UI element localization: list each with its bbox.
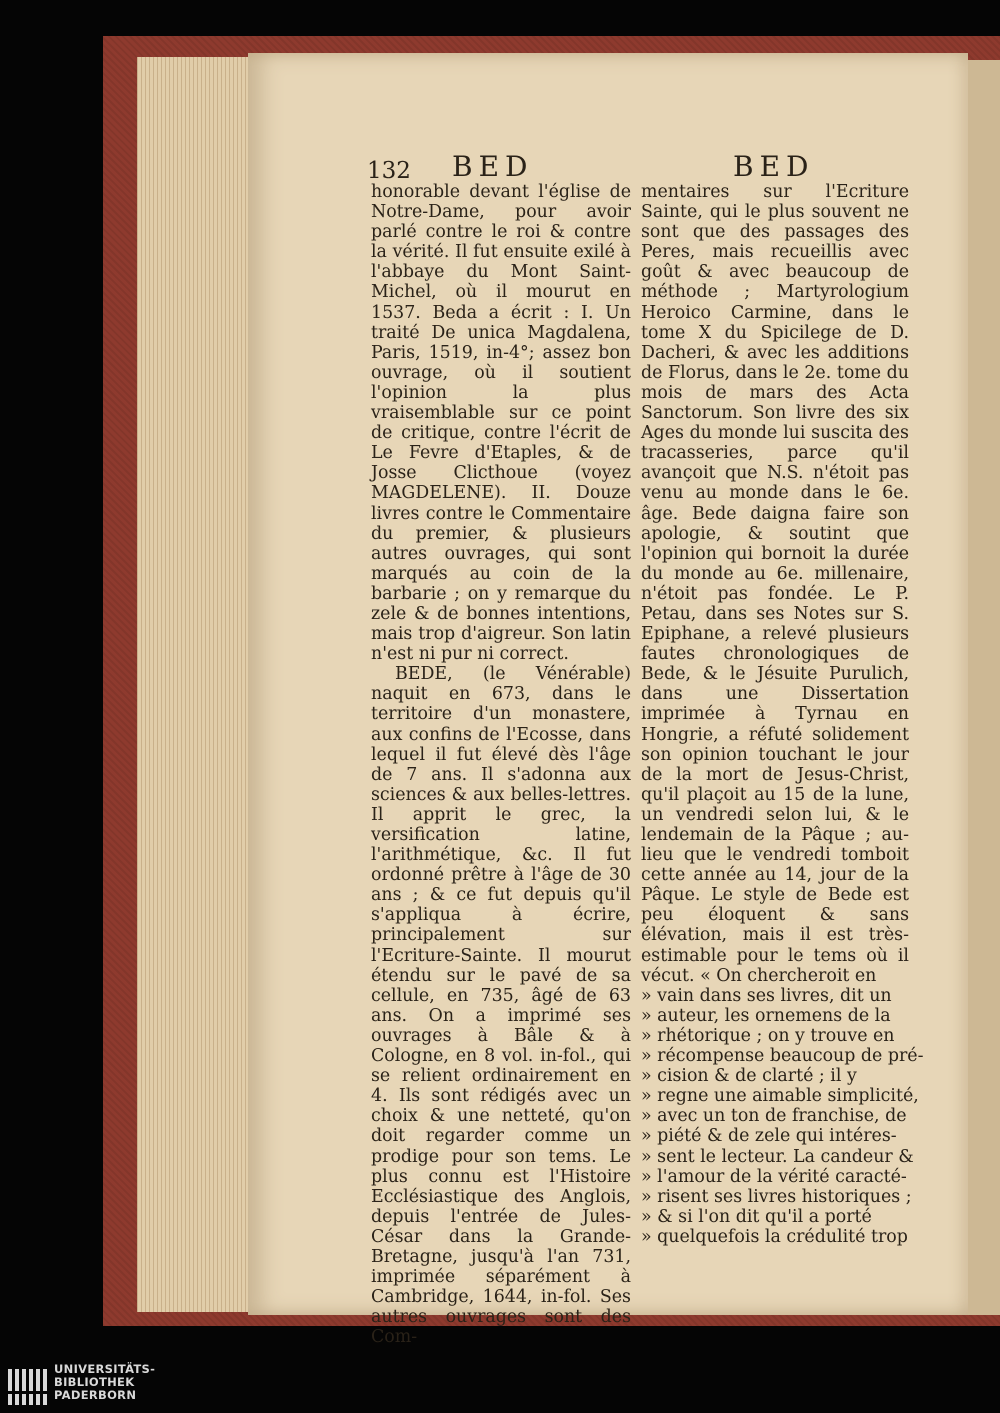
quote-line: » rhétorique ; on y trouve en [641, 1025, 895, 1046]
paragraph: mentaires sur l'Ecriture Sainte, qui le plus souvent ne sont que des passages des Peres, mais recueillis avec goût & avec beaucoup de méthode ; Martyrologium Heroico Carmine, dans le tome X du Spicilege de D. Dacheri, & avec les additions de Florus, dans le 2e. tome du mois de mars des Acta Sanctorum. Son livre des six Ages du monde lui suscita des tracasseries, parce qu'il avançoit que N.S. n'étoit pas venu au monde dans le 6e. âge. Bede daigna faire son apologie, & soutint que l'opinion qui bornoit la durée du monde au 6e. millenaire, n'étoit pas fondée. Le P. Petau, dans ses Notes sur S. Epiphane, a relevé plusieurs fautes chronologiques de Bede, & le Jésuite Purulich, dans une Dissertation imprimée à Tyrnau en Hongrie, a réfuté solidement son opinion touchant le jour de la mort de Jesus-Christ, qu'il plaçoit au 15 de la lune, un vendredi selon lui, & le lendemain de la Pâque ; au-lieu que le vendredi tomboit cette année au 14, jour de la Pâque. Le style de Bede est peu éloquent & sans élévation, mais il est très-estimable pour le tems où il vécut. « On chercheroit en [641, 182, 909, 986]
text-column-right [641, 182, 924, 1247]
quote-line: » récompense beaucoup de pré- [641, 1046, 924, 1067]
logo-line: BIBLIOTHEK [54, 1375, 135, 1389]
logo-line: PADERBORN [54, 1388, 137, 1402]
page-edges [137, 57, 253, 1312]
quote-line: » sent le lecteur. La candeur & [641, 1146, 914, 1167]
text-column-left [371, 182, 631, 1347]
running-head-left: BED [452, 150, 534, 183]
quote-line: » risent ses livres historiques ; [641, 1186, 912, 1207]
paragraph: BEDE, (le Vénérable) naquit en 673, dans le territoire d'un monastere, aux confins de l'Ecosse, dans lequel il fut élevé dès l'âge de 7 ans. Il s'adonna aux sciences & aux belles-lettres. Il apprit le grec, la versification latine, l'arithmétique, &c. Il fut ordonné prêtre à l'âge de 30 ans ; & ce fut depuis qu'il s'appliqua à écrire, principalement sur l'Ecriture-Sainte. Il mourut étendu sur le pavé de sa cellule, en 735, âgé de 63 ans. On a imprimé ses ouvrages à Bâle & à Cologne, en 8 vol. in-fol., qui se relient ordinairement en 4. Ils sont rédigés avec un choix & une netteté, qu'on doit regarder comme un prodige pour son tems. Le plus connu est l'Histoire Ecclésiastique des Anglois, depuis l'entrée de Jules-César dans la Grande-Bretagne, jusqu'à l'an 731, imprimée séparément à Cambridge, 1644, in-fol. Ses autres ouvrages sont des Com- [371, 664, 631, 1348]
running-head-right: BED [733, 150, 815, 183]
library-logo-icon [6, 1365, 50, 1409]
quote-line: » l'amour de la vérité caracté- [641, 1166, 907, 1187]
library-logo-text [54, 1363, 155, 1402]
quote-line: » auteur, les ornemens de la [641, 1005, 891, 1026]
quote-line: » quelquefois la crédulité trop [641, 1226, 908, 1247]
paragraph: honorable devant l'église de Notre-Dame, pour avoir parlé contre le roi & contre la vérité. Il fut ensuite exilé à l'abbaye du Mont Saint-Michel, où il mourut en 1537. Beda a écrit : I. Un traité De unica Magdalena, Paris, 1519, in-4°; assez bon ouvrage, où il soutient l'opinion la plus vraisemblable sur ce point de critique, contre l'écrit de Le Fevre d'Etaples, & de Josse Clicthoue (voyez MAGDELENE). II. Douze livres contre le Commentaire du premier, & plusieurs autres ouvrages, qui sont marqués au coin de la barbarie ; on y remarque du zele & de bonnes intentions, mais trop d'aigreur. Son latin n'est ni pur ni correct. [371, 182, 631, 665]
quote-line: » cision & de clarté ; il y [641, 1066, 857, 1087]
logo-line: UNIVERSITÄTS- [54, 1362, 156, 1376]
quote-line: » & si l'on dit qu'il a porté [641, 1206, 872, 1227]
page-number: 132 [367, 158, 411, 184]
quote-line: » vain dans ses livres, dit un [641, 985, 892, 1006]
quote-line: » piété & de zele qui intéres- [641, 1126, 897, 1147]
next-page-edge [966, 60, 1000, 1315]
quote-line: » avec un ton de franchise, de [641, 1106, 907, 1127]
quote-line: » regne une aimable simplicité, [641, 1086, 919, 1107]
